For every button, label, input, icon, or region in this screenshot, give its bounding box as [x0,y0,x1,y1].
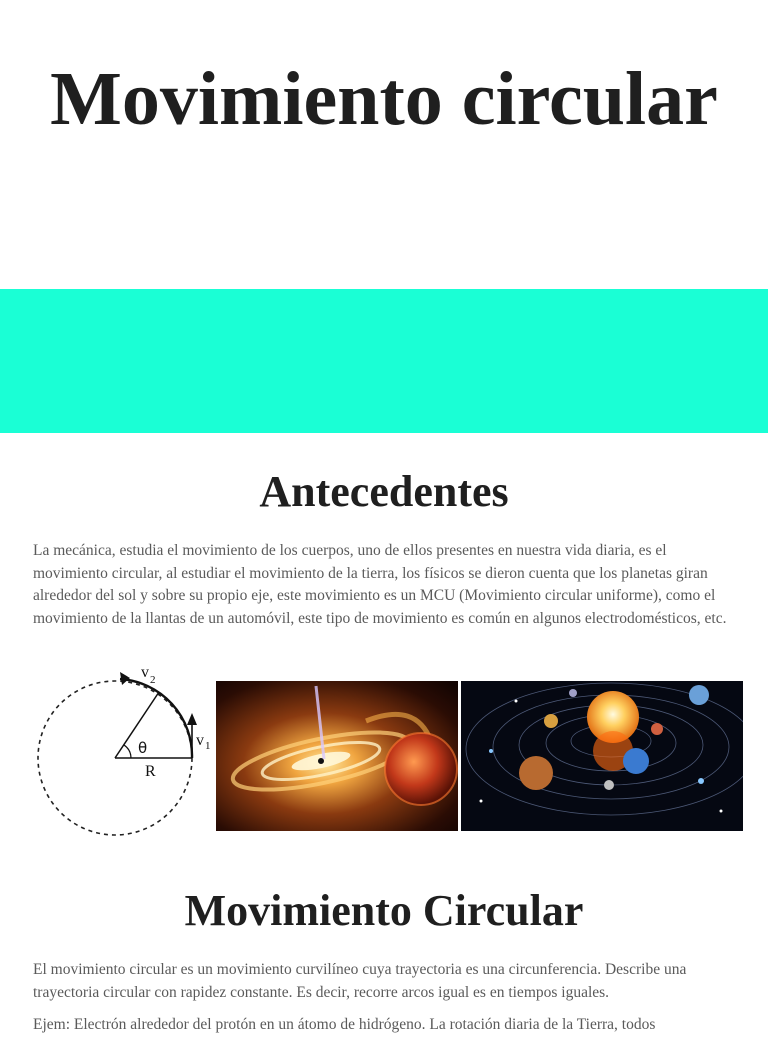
solar-system-image [461,681,743,831]
circular-motion-diagram [30,665,215,840]
v2-subscript: 2 [150,674,156,686]
section-heading-antecedentes: Antecedentes [259,467,509,516]
example-paragraph: Ejem: Electrón alrededor del protón en un átomo de hidrógeno. La rotación diaria de la Tierra, todos [33,1016,656,1033]
accretion-disk-image [216,681,458,831]
v1-label: v [196,732,204,749]
radius-label: R [145,763,156,780]
accent-band [0,289,768,433]
movimiento-circular-paragraph: El movimiento circular es un movimiento curvilíneo cuya trayectoria es una circunferencia. Describe una trayectoria circular con rapidez constante. Es decir, recorre arcos igual es en tiempos iguales. [33,961,687,1001]
theta-label: θ [138,739,148,757]
section-heading-movimiento-circular: Movimiento Circular [184,886,584,935]
antecedentes-paragraph: La mecánica, estudia el movimiento de los cuerpos, uno de ellos presentes en nuestra vida diaria, es el movimiento circular, al estudiar el movimiento de la tierra, los físicos se dieron cuenta que los planetas giran alrededor del sol y sobre su propio eje, este movimiento es un MCU (Movimiento circular uniforme), como el movimiento de la llantas de un automóvil, este tipo de movimiento es común en algunos electrodomésticos, etc. [33,542,727,627]
v1-subscript: 1 [205,740,211,752]
v2-label: v [141,665,149,681]
page-title: Movimiento circular [50,57,718,141]
